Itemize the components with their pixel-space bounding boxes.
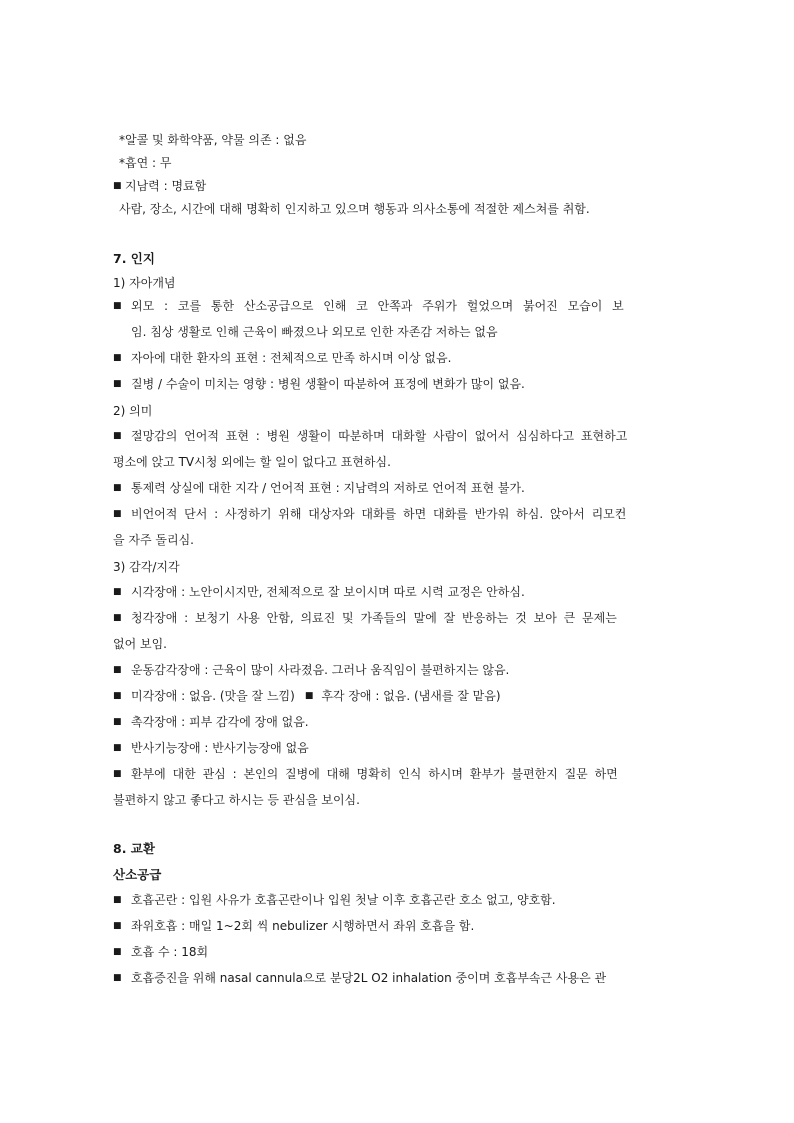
bullet-icon: ■ (113, 613, 122, 623)
control-loss-line (113, 475, 683, 501)
orientation-detail-line (113, 197, 683, 220)
bullet-icon: ■ (113, 379, 122, 389)
respiratory-rate-text: 호흡 수 : 18회 (131, 945, 209, 959)
subsection-self-concept (113, 271, 683, 293)
dyspnea-text: 호흡곤란 : 입원 사유가 호흡곤란이나 입원 첫날 이후 호흡곤란 호소 없고, 양호함. (131, 893, 556, 907)
bullet-icon: ■ (113, 301, 122, 311)
document-page (113, 128, 683, 991)
bullet-icon: ■ (113, 973, 122, 983)
hearing-line (113, 605, 683, 631)
respiratory-rate-line (113, 939, 683, 965)
motor-line (113, 657, 683, 683)
bullet-icon: ■ (113, 483, 122, 493)
hearing-text: 청각장애 : 보청기 사용 안함, 의료진 및 가족들의 말에 잘 반응하는 것 보아 큰 문제는 (131, 611, 617, 625)
bullet-icon: ■ (113, 895, 122, 905)
hearing-continuation-line (113, 631, 683, 657)
orientation-detail-text: 사람, 장소, 시간에 대해 명확히 인지하고 있으며 행동과 의사소통에 적절한 제스쳐를 취함. (119, 201, 590, 216)
bullet-icon: ■ (113, 743, 122, 753)
self-expression-line (113, 345, 683, 371)
dyspnea-line (113, 887, 683, 913)
orientation-text: 지남력 : 명료함 (125, 178, 207, 193)
section-8-title: 8. 교환 (113, 841, 155, 856)
bullet-icon: ■ (113, 509, 122, 519)
nonverbal-continuation-line (113, 527, 683, 553)
despair-line (113, 423, 683, 449)
control-loss-text: 통제력 상실에 대한 지각 / 언어적 표현 : 지남력의 저하로 언어적 표현 불가. (131, 481, 525, 495)
nonverbal-line (113, 501, 683, 527)
appearance-continuation-text: 임. 침상 생활로 인해 근육이 빠졌으나 외모로 인한 자존감 저하는 없음 (131, 325, 498, 339)
sitting-breathing-text: 좌위호흡 : 매일 1~2회 씩 nebulizer 시행하면서 좌위 호흡을 함. (131, 919, 475, 933)
subsection-oxygen-supply (113, 861, 683, 887)
bullet-icon: ■ (113, 587, 122, 597)
subsection-2-title: 2) 의미 (113, 403, 153, 418)
vision-text: 시각장애 : 노안이시지만, 전체적으로 잘 보이시며 따로 시력 교정은 안하심. (131, 585, 525, 599)
reflex-text: 반사기능장애 : 반사기능장애 없음 (131, 741, 309, 755)
touch-line (113, 709, 683, 735)
smoking-line (113, 151, 683, 174)
bullet-icon: ■ (113, 947, 122, 957)
appearance-text: 외모 : 코를 통한 산소공급으로 인해 코 안쪽과 주위가 헐었으며 붉어진 모습이 보 (131, 299, 624, 313)
despair-continuation-text: 평소에 앉고 TV시청 외에는 할 일이 없다고 표현하심. (113, 455, 391, 469)
oxygen-supply-title: 산소공급 (113, 867, 162, 882)
despair-text: 절망감의 언어적 표현 : 병원 생활이 따분하며 대화할 사람이 없어서 심심하다고 표현하고 (131, 429, 628, 443)
appearance-line (113, 293, 683, 319)
bullet-icon: ■ (113, 921, 122, 931)
section-heading-cognition (113, 245, 683, 271)
bullet-icon: ■ (113, 691, 122, 701)
bullet-icon: ■ (113, 353, 122, 363)
self-expression-text: 자아에 대한 환자의 표현 : 전체적으로 만족 하시며 이상 없음. (131, 351, 452, 365)
bullet-icon: ■ (113, 665, 122, 675)
vision-line (113, 579, 683, 605)
alcohol-text: *알콜 및 화학약품, 약물 의존 : 없음 (119, 132, 307, 147)
smell-text: 후각 장애 : 없음. (냄새를 잘 맡음) (321, 689, 501, 703)
hearing-continuation-text: 없어 보임. (113, 637, 167, 651)
concern-text: 환부에 대한 관심 : 본인의 질병에 대해 명확히 인식 하시며 환부가 불편한지 질문 하면 (131, 767, 618, 781)
respiratory-support-line (113, 965, 683, 991)
despair-continuation-line (113, 449, 683, 475)
subsection-1-title: 1) 자아개념 (113, 275, 176, 290)
section-heading-exchange (113, 835, 683, 861)
bullet-icon: ■ (113, 431, 122, 441)
alcohol-dependency-line (113, 128, 683, 151)
concern-continuation-text: 불편하지 않고 좋다고 하시는 등 관심을 보이심. (113, 793, 360, 807)
bullet-icon: ■ (304, 691, 314, 701)
bullet-icon: ■ (113, 180, 122, 191)
concern-line (113, 761, 683, 787)
spacer (113, 220, 683, 245)
orientation-line (113, 174, 683, 197)
spacer (113, 813, 683, 835)
respiratory-support-text: 호흡증진을 위해 nasal cannula으로 분당2L O2 inhalation 중이며 호흡부속근 사용은 관 (131, 971, 607, 985)
illness-effect-line (113, 371, 683, 397)
nonverbal-text: 비언어적 단서 : 사정하기 위해 대상자와 대화를 하면 대화를 반가워 하심. 앉아서 리모컨 (131, 507, 627, 521)
taste-text: 미각장애 : 없음. (맛을 잘 느낌) (131, 689, 295, 703)
concern-continuation-line (113, 787, 683, 813)
bullet-icon: ■ (113, 769, 122, 779)
appearance-continuation-line (113, 319, 683, 345)
subsection-3-title: 3) 감각/지각 (113, 559, 180, 574)
touch-text: 촉각장애 : 피부 감각에 장애 없음. (131, 715, 309, 729)
bullet-icon: ■ (113, 717, 122, 727)
illness-effect-text: 질병 / 수술이 미치는 영향 : 병원 생활이 따분하여 표정에 변화가 많이 없음. (131, 377, 525, 391)
smoking-text: *흡연 : 무 (119, 155, 172, 170)
taste-smell-line (113, 683, 683, 709)
nonverbal-continuation-text: 을 자주 돌리심. (113, 533, 194, 547)
section-7-title: 7. 인지 (113, 251, 155, 266)
subsection-sensation (113, 553, 683, 579)
sitting-breathing-line (113, 913, 683, 939)
motor-text: 운동감각장애 : 근육이 많이 사라졌음. 그러나 움직임이 불편하지는 않음. (131, 663, 510, 677)
subsection-meaning (113, 397, 683, 423)
reflex-line (113, 735, 683, 761)
